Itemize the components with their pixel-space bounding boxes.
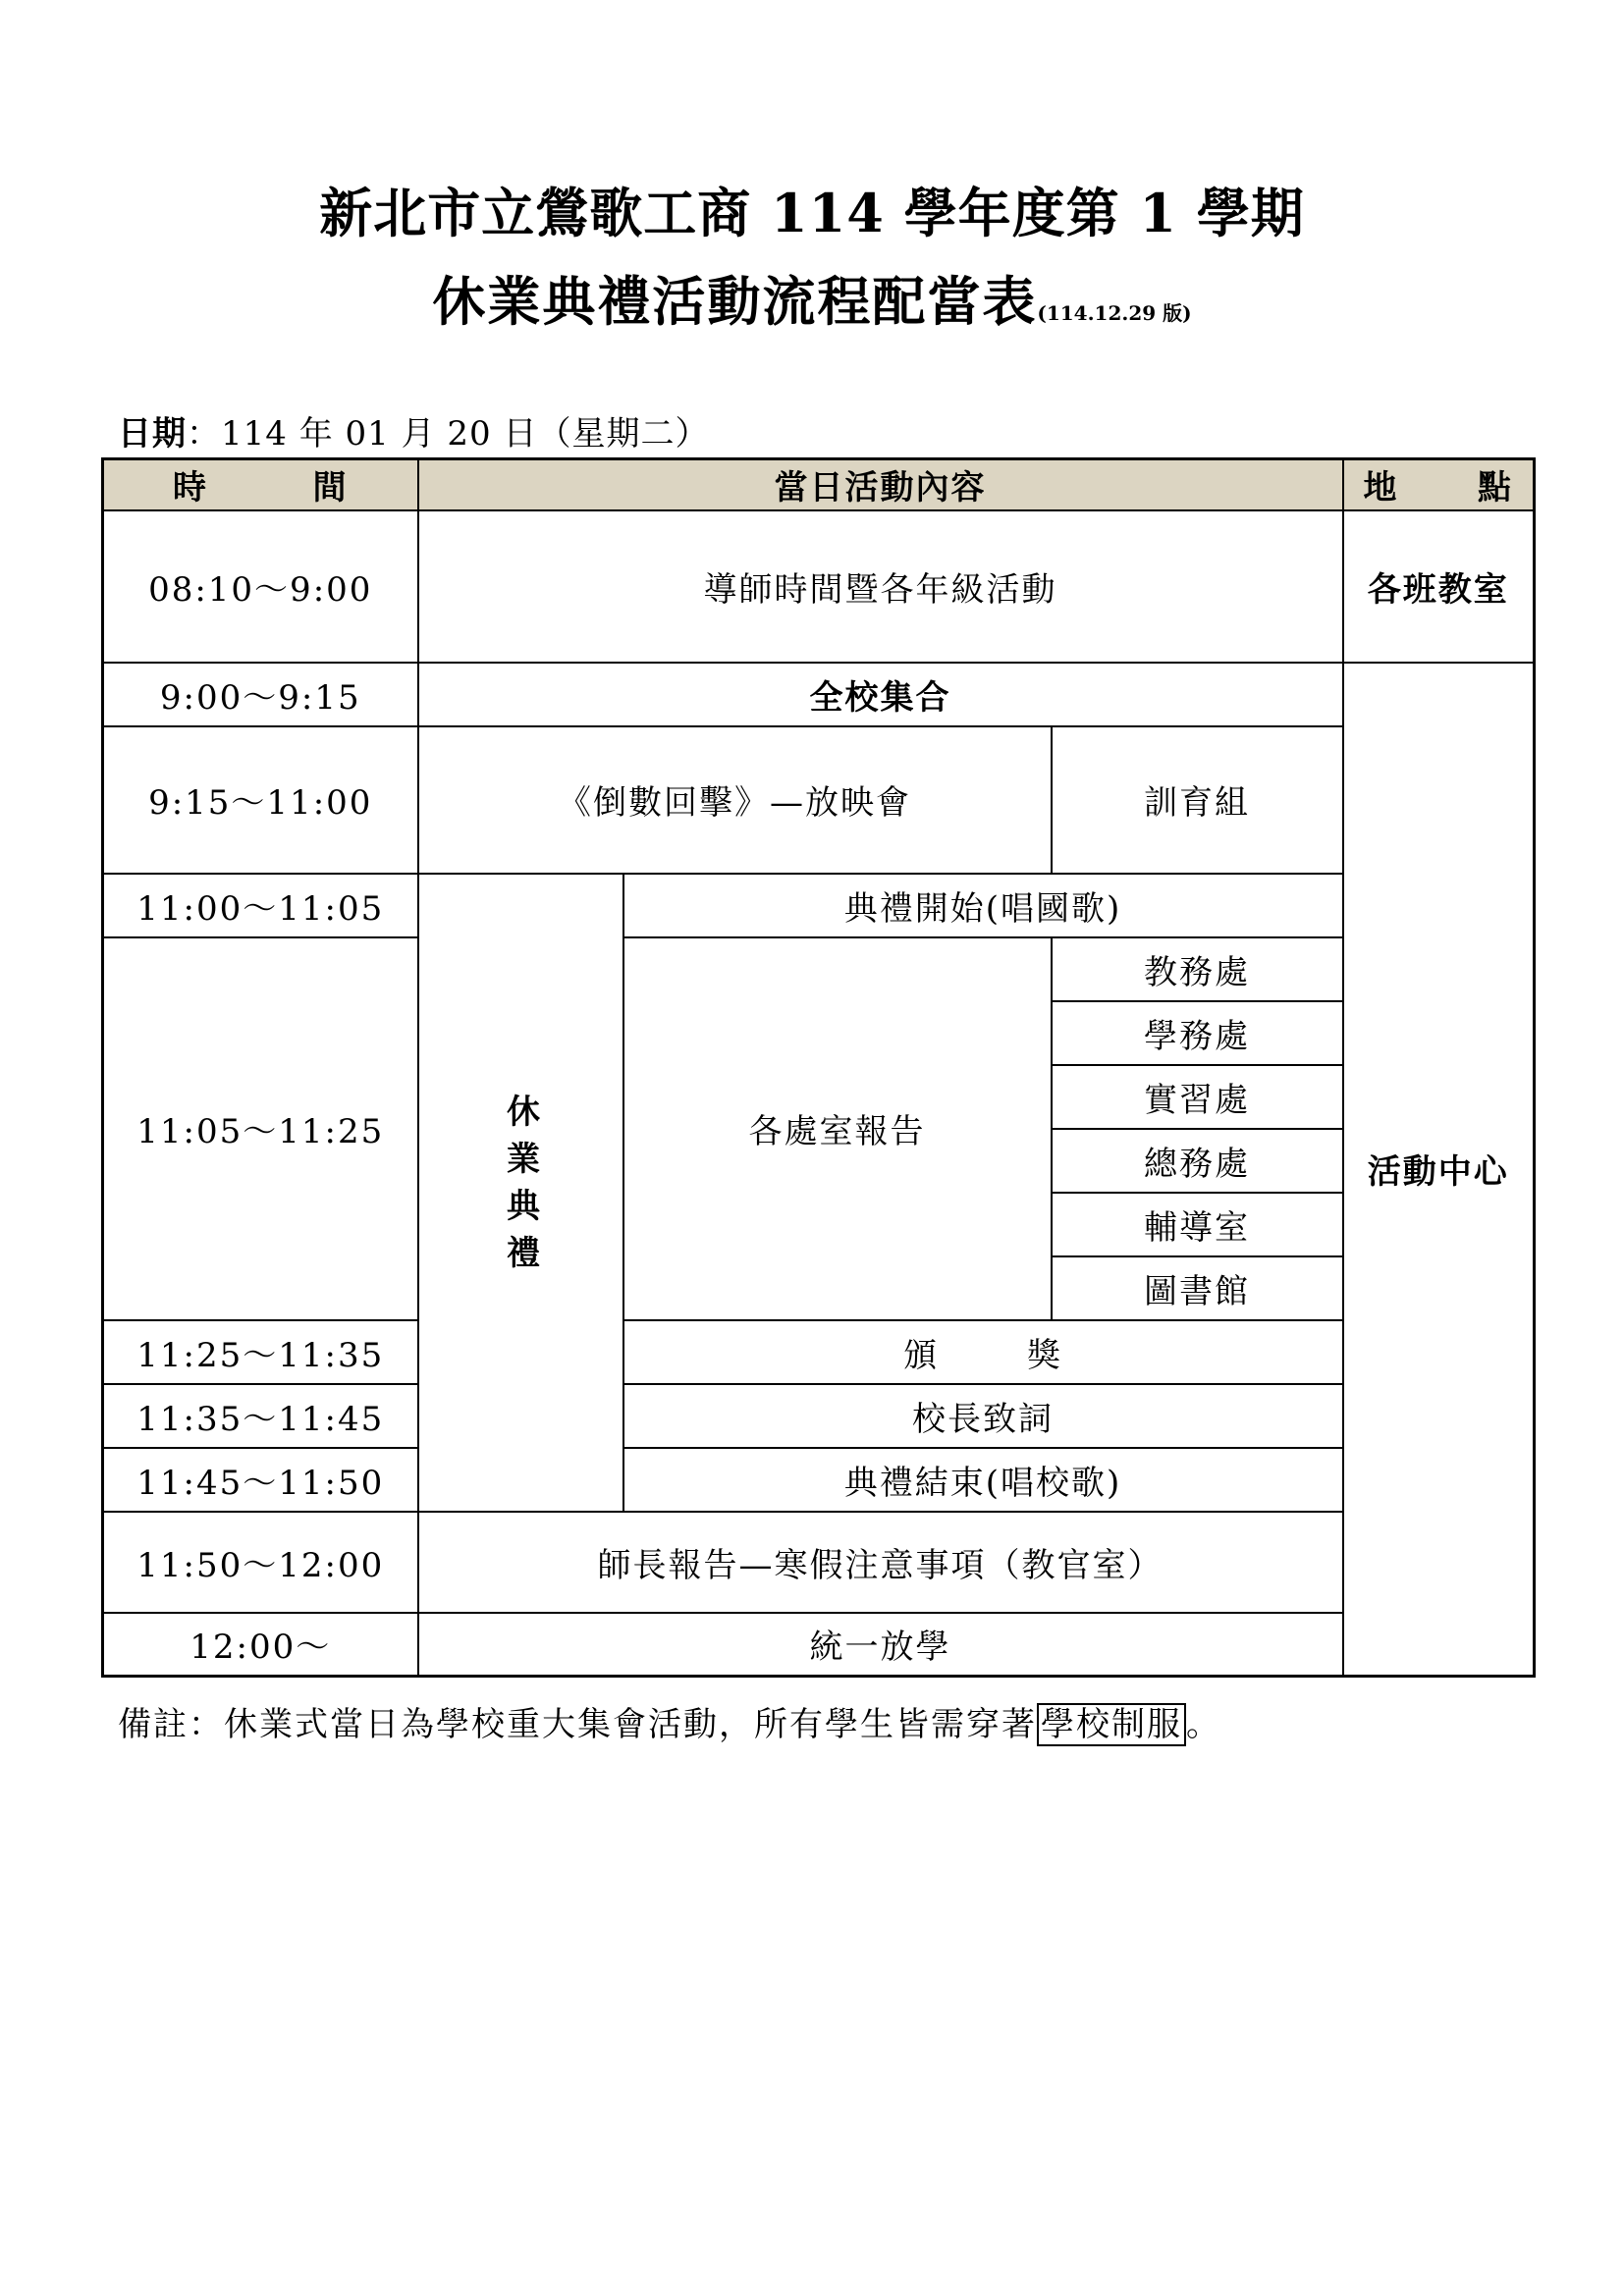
header-time [103, 459, 418, 510]
table-row [103, 1512, 1535, 1613]
time-cell: 9:15～11:00 [103, 726, 418, 874]
table-row [103, 663, 1535, 726]
table-header-row [103, 459, 1535, 510]
activity-cell: 典禮結束(唱校歌) [623, 1448, 1343, 1512]
unit-cell: 總務處 [1052, 1129, 1343, 1193]
header-content: 當日活動內容 [418, 459, 1343, 510]
table-row [103, 1384, 1535, 1448]
activity-cell [623, 1320, 1343, 1384]
unit-cell: 輔導室 [1052, 1193, 1343, 1256]
activity-cell: 各處室報告 [623, 937, 1052, 1320]
page-subtitle [0, 267, 1624, 347]
time-cell: 11:35～11:45 [103, 1384, 418, 1448]
table-row [103, 1613, 1535, 1677]
time-cell: 11:50～12:00 [103, 1512, 418, 1613]
activity-cell: 導師時間暨各年級活動 [418, 510, 1343, 663]
table-row [103, 726, 1535, 874]
ceremony-label: 休業典禮 [500, 1094, 540, 1282]
activity-cell: 校長致詞 [623, 1384, 1343, 1448]
footnote-text: 備註：休業式當日為學校重大集會活動，所有學生皆需穿著 [118, 1705, 1037, 1744]
activity-award-b: 獎 [1027, 1335, 1063, 1375]
header-location-a: 地 [1363, 468, 1399, 508]
activity-cell: 全校集合 [418, 663, 1343, 726]
schedule-table [101, 457, 1536, 1678]
unit-cell: 教務處 [1052, 937, 1343, 1001]
unit-cell: 圖書館 [1052, 1256, 1343, 1320]
location-cell: 各班教室 [1343, 510, 1535, 663]
table-row [103, 1448, 1535, 1512]
footnote [118, 1700, 1221, 1749]
activity-cell: 統一放學 [418, 1613, 1343, 1677]
table-row [103, 510, 1535, 663]
activity-cell: 師長報告—寒假注意事項（教官室） [418, 1512, 1343, 1613]
unit-cell: 實習處 [1052, 1065, 1343, 1129]
footnote-suffix: 。 [1186, 1705, 1221, 1744]
table-row [103, 1320, 1535, 1384]
page-title: 新北市立鶯歌工商 114 學年度第 1 學期 [319, 182, 1305, 244]
time-cell: 11:00～11:05 [103, 874, 418, 937]
activity-cell: 《倒數回擊》—放映會 [418, 726, 1052, 874]
subtitle-text: 休業典禮活動流程配當表 [432, 270, 1038, 333]
header-location [1343, 459, 1535, 510]
version-label: (114.12.29 版) [1037, 301, 1192, 325]
time-cell: 11:05～11:25 [103, 937, 418, 1320]
date-label: 日期 [118, 414, 187, 454]
date-line [118, 412, 709, 455]
header-location-b: 點 [1478, 468, 1514, 508]
table-row [103, 937, 1535, 1001]
time-cell: 08:10～9:00 [103, 510, 418, 663]
time-cell: 11:45～11:50 [103, 1448, 418, 1512]
activity-award-a: 頒 [903, 1335, 940, 1375]
header-time-b: 間 [312, 468, 349, 508]
time-cell: 11:25～11:35 [103, 1320, 418, 1384]
footnote-highlight: 學校制服 [1037, 1703, 1186, 1746]
header-time-a: 時 [173, 468, 208, 508]
date-value: ：114 年 01 月 20 日（星期二） [187, 414, 710, 454]
activity-cell: 典禮開始(唱國歌) [623, 874, 1343, 937]
time-cell: 9:00～9:15 [103, 663, 418, 726]
unit-cell: 訓育組 [1052, 726, 1343, 874]
table-row [103, 874, 1535, 937]
time-cell: 12:00～ [103, 1613, 418, 1677]
main-location-cell: 活動中心 [1343, 663, 1535, 1677]
ceremony-cell [418, 874, 623, 1512]
unit-cell: 學務處 [1052, 1001, 1343, 1065]
